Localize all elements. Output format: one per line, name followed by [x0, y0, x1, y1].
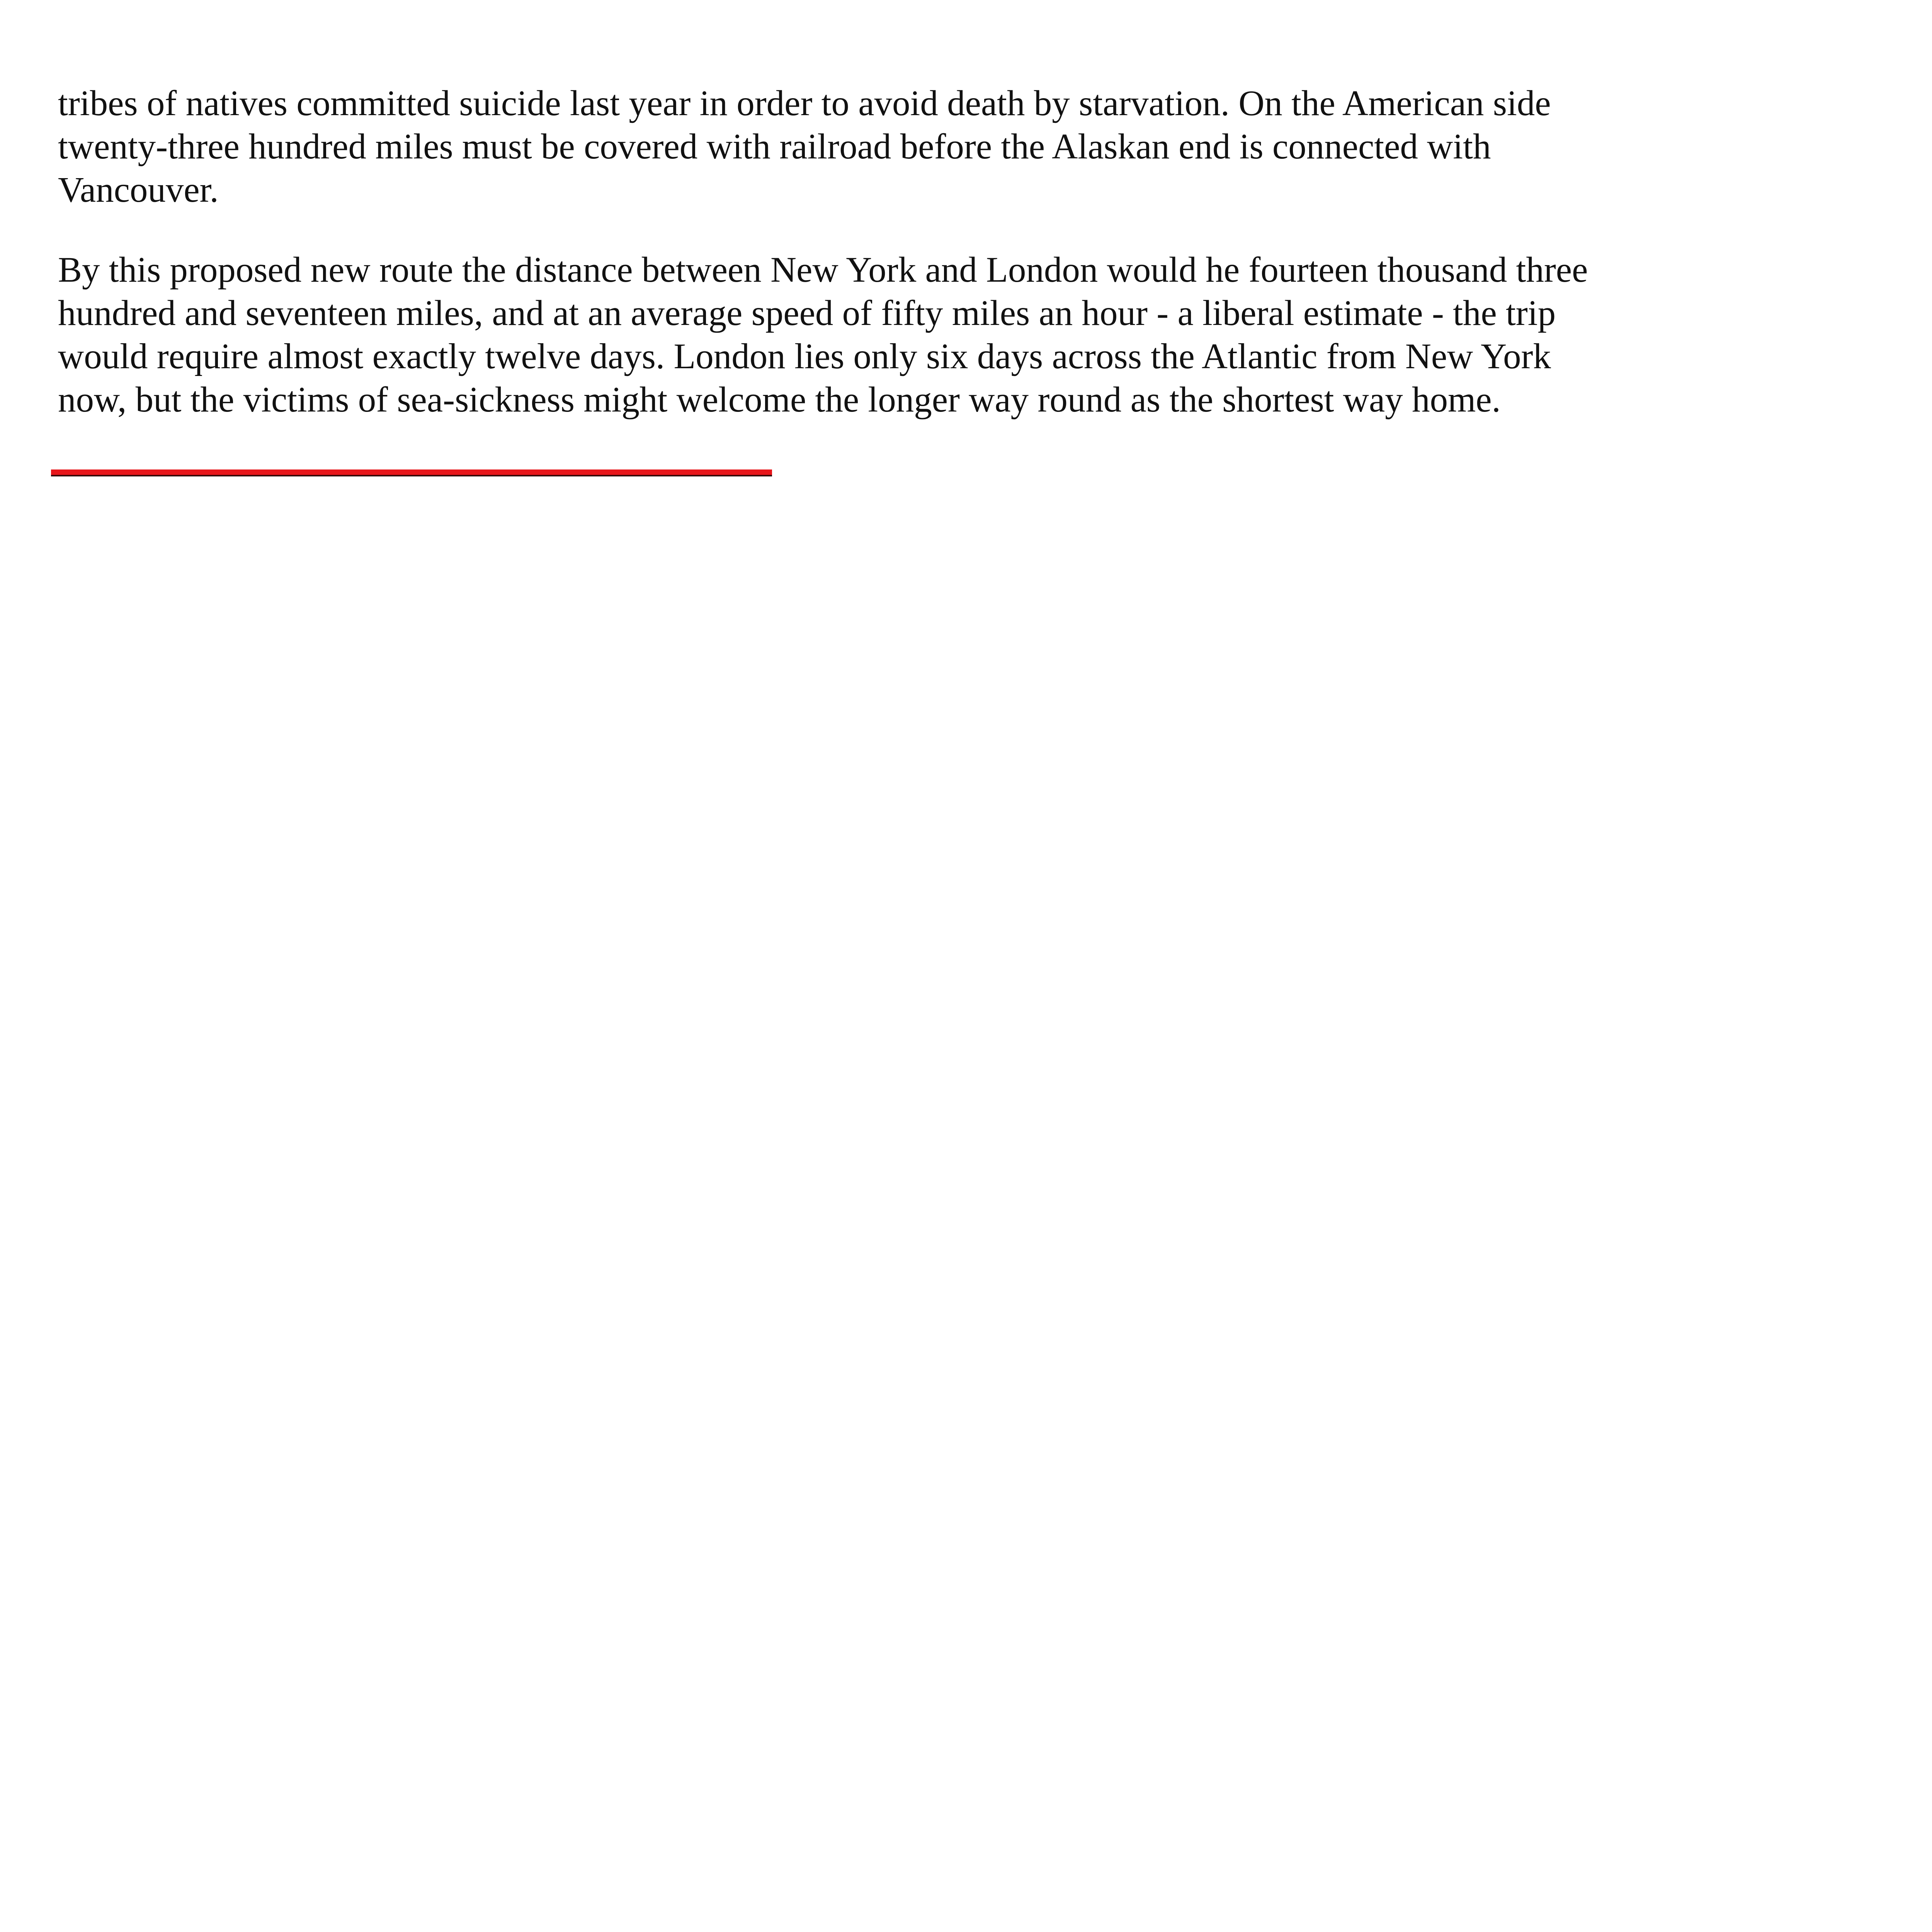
paragraph-line: By this proposed new route the distance between New York and London would he fourteen thousand three	[58, 250, 1588, 290]
paragraph-line: twenty-three hundred miles must be covered with railroad before the Alaskan end is connected with	[58, 127, 1491, 167]
paragraph-2	[58, 248, 1747, 422]
paragraph-line: tribes of natives committed suicide last year in order to avoid death by starvation. On the American side	[58, 83, 1551, 123]
paragraph-line: hundred and seventeen miles, and at an average speed of fifty miles an hour - a liberal estimate - the trip	[58, 293, 1556, 333]
paragraph-line: would require almost exactly twelve days. London lies only six days across the Atlantic from New York	[58, 337, 1551, 376]
paragraph-line: now, but the victims of sea-sickness might welcome the longer way round as the shortest way home.	[58, 380, 1501, 420]
paragraph-line: Vancouver.	[58, 170, 219, 210]
paragraph-1	[58, 82, 1747, 212]
section-divider	[51, 469, 772, 476]
